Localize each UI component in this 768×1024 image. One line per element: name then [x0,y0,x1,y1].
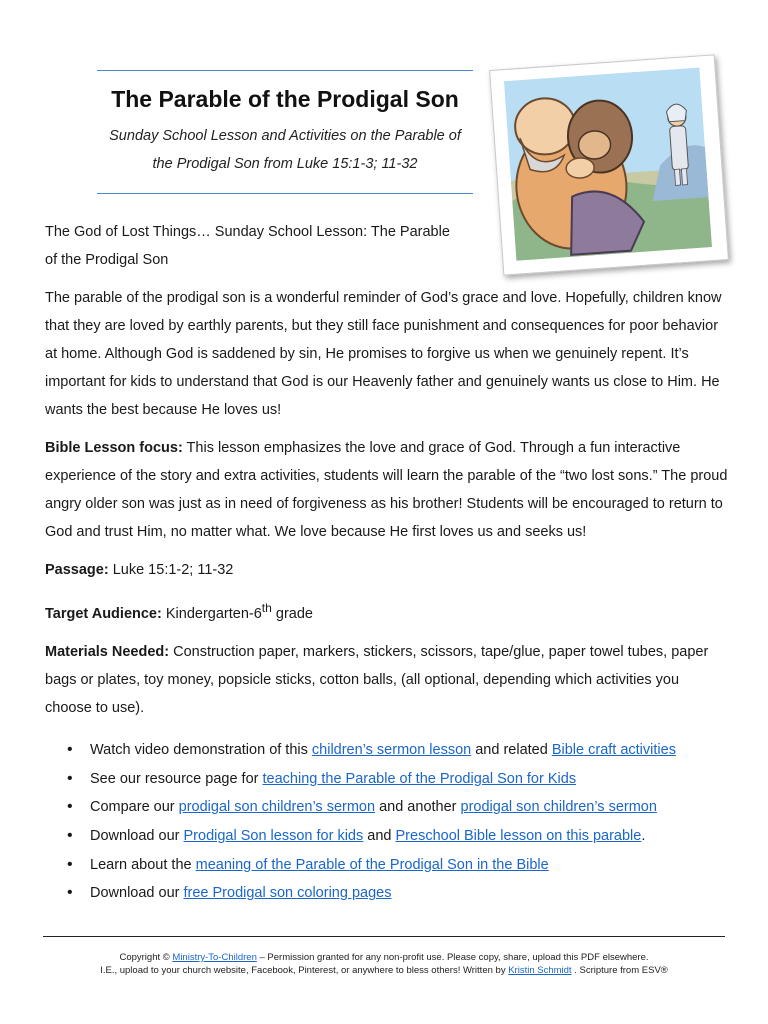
lesson-focus-text: This lesson emphasizes the love and grace of God. Through a fun interactive experience of the story and extra activities, students will learn the parable of the “two lost sons.” The proud angry older son was just as in need of forgiveness as his brother! Students will be encouraged to return to God and trust Him, no matter what. We love because He first loves us and seeks us! [45,440,728,540]
prodigal-son-illustration [504,67,712,260]
passage-label: Passage: [45,562,109,578]
footer-text: – Permission granted for any non-profit use. Please copy, share, upload this PDF elsewhere. [256,952,649,963]
prodigal-son-sermon-link-1[interactable]: prodigal son children’s sermon [178,799,376,816]
prodigal-son-sermon-link-2[interactable]: prodigal son children’s sermon [460,799,657,816]
ministry-to-children-link[interactable]: Ministry-To-Children [172,952,257,963]
subtitle-line-1: Sunday School Lesson and Activities on the Parable of [109,128,461,144]
materials-label: Materials Needed: [45,643,170,660]
audience-paragraph [45,594,729,628]
list-item [45,879,729,908]
footer-text: . Scripture from ESV® [571,965,668,976]
materials-text: Construction paper, markers, stickers, scissors, tape/glue, paper towel tubes, paper bags or plates, toy money, popsicle sticks, cotton balls, (all optional, depending which activities you choose to use). [45,643,709,716]
list-item [45,765,729,794]
prodigal-son-lesson-link[interactable]: Prodigal Son lesson for kids [183,827,364,844]
list-item-text: Learn about the [90,856,196,873]
parable-meaning-link[interactable]: meaning of the Parable of the Prodigal Son in the Bible [195,856,549,873]
preschool-lesson-link[interactable]: Preschool Bible lesson on this parable [395,827,642,844]
coloring-pages-link[interactable]: free Prodigal son coloring pages [183,885,392,902]
audience-superscript: th [261,601,272,615]
footer-rule [43,936,725,937]
intro-line-1: The God of Lost Things… Sunday School Lesson: The Parable [45,224,450,240]
list-item [45,822,729,851]
passage-text: Luke 15:1-2; 11-32 [108,562,234,578]
header-bottom-rule [97,193,473,194]
footer-line-1 [43,951,725,964]
teaching-prodigal-son-link[interactable]: teaching the Parable of the Prodigal Son for Kids [262,770,577,787]
list-item-text: Watch video demonstration of this [90,741,312,758]
list-item-text: See our resource page for [90,770,263,787]
page-title: The Parable of the Prodigal Son [111,86,459,112]
intro-line-2: of the Prodigal Son [45,252,169,268]
footer [43,951,725,977]
list-item [45,736,729,765]
header-top-rule [97,70,473,71]
childrens-sermon-lesson-link[interactable]: children’s sermon lesson [311,741,472,758]
lesson-focus-label: Bible Lesson focus: [45,440,183,456]
page-subtitle [97,122,473,178]
footer-text: Copyright © [119,952,173,963]
lesson-focus-paragraph [45,434,729,546]
subtitle-line-2: the Prodigal Son from Luke 15:1-3; 11-32 [152,156,418,172]
resource-links-list [45,736,729,908]
lesson-body [45,284,729,908]
intro-paragraph: The parable of the prodigal son is a wonderful reminder of God’s grace and love. Hopefully, children know that they are loved by earthly parents, but they still face punishment and consequences for poor behavior at home. Although God is saddened by sin, He promises to forgive us when we genuinely repent. It’s important for kids to understand that God is our Heavenly father and genuinely wants us close to Him. He wants the best because He loves us! [45,290,722,418]
list-item-text: and [363,827,396,844]
list-item-text: . [641,827,646,844]
list-item-text: and related [471,741,552,758]
materials-paragraph [45,638,729,722]
footer-line-2 [43,964,725,977]
list-item [45,851,729,880]
list-item-text: and another [375,799,461,816]
author-link[interactable]: Kristin Schmidt [508,965,572,976]
illustration-photo [489,54,729,275]
header-box [97,70,473,194]
audience-text: Kindergarten-6 [161,605,262,622]
intro-text [45,218,475,274]
audience-tail: grade [271,605,313,622]
passage-paragraph [45,556,729,584]
list-item-text: Compare our [90,799,179,816]
audience-label: Target Audience: [45,605,162,622]
footer-text: I.E., upload to your church website, Facebook, Pinterest, or anywhere to bless others! Written by [100,965,509,976]
bible-craft-activities-link[interactable]: Bible craft activities [551,741,676,758]
list-item-text: Download our [90,885,184,902]
list-item-text: Download our [90,827,184,844]
list-item [45,793,729,822]
